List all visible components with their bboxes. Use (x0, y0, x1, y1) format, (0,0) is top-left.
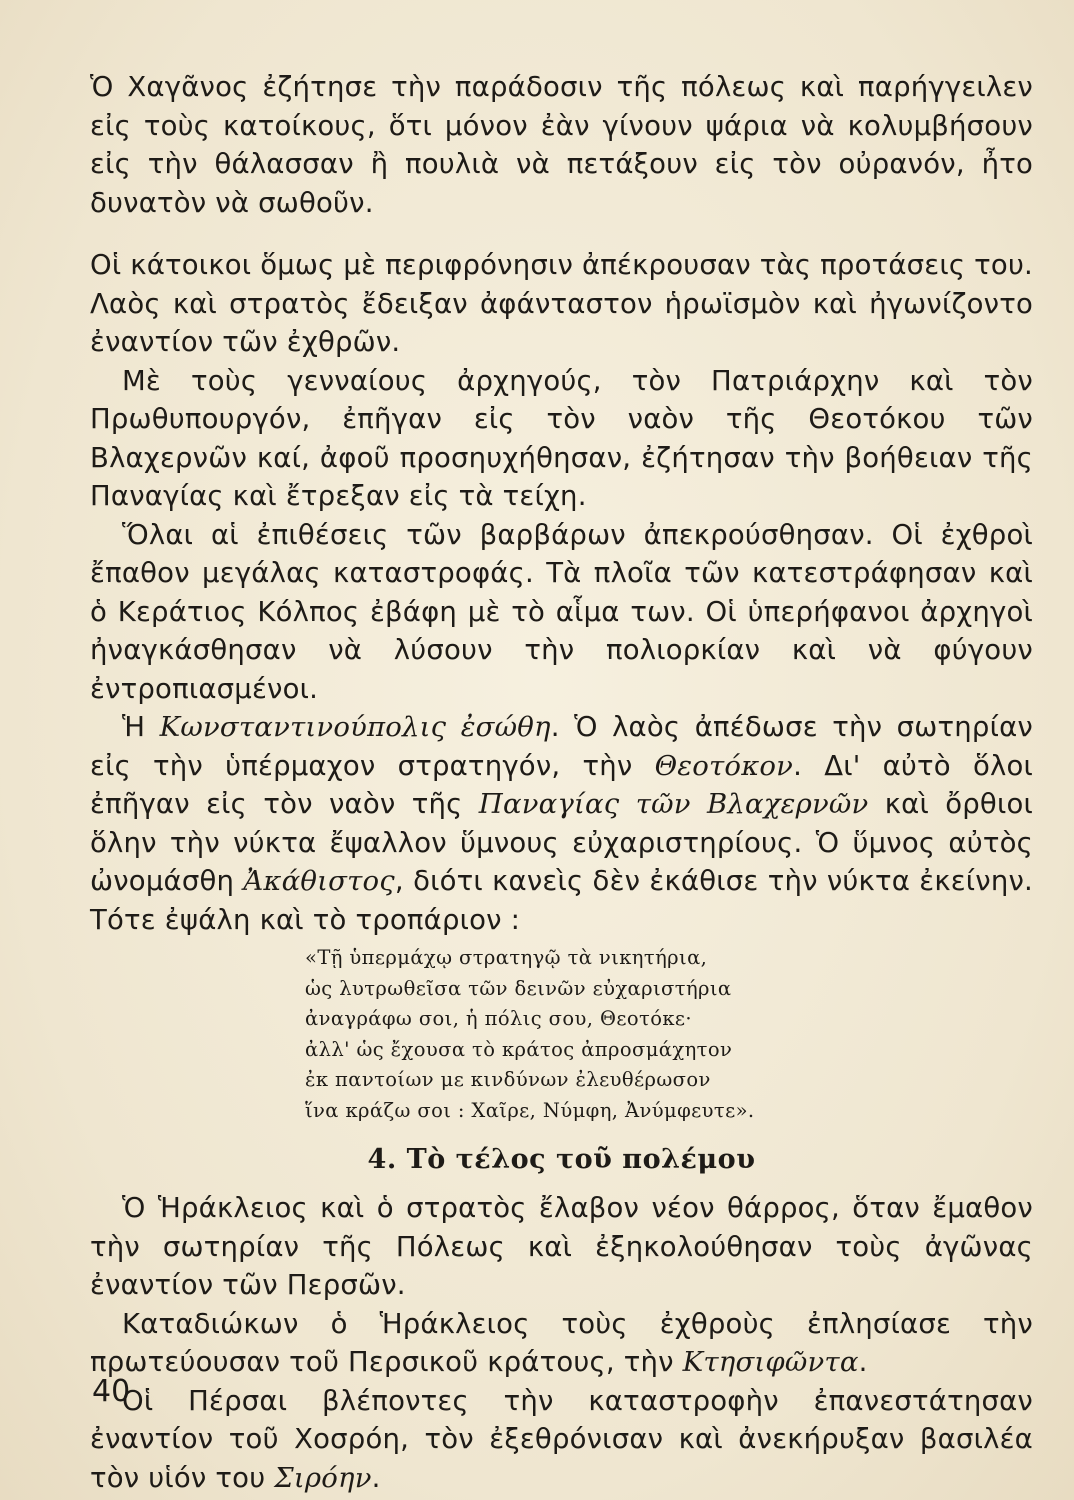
paragraph-5-text-g: καὶ ὄρθιοι ὅλην τὴν νύκτα ἔψαλλον ὕμνους εὐχαριστηρίους. Ὁ ὕμνος αὐτὸς ὠνομάσθη (90, 788, 1033, 897)
hymn-line: ἐκ παντοίων με κινδύνων ἐλευθέρωσον (305, 1068, 711, 1091)
paragraph-5-italic-theotokos: Θεοτόκον (654, 749, 794, 782)
paragraph-1: Ὁ Χαγᾶνος ἐζήτησε τὴν παράδοσιν τῆς πόλεως καὶ παρήγγειλεν εἰς τοὺς κατοίκους, ὅτι μόνον ἐὰν γίνουν ψάρια νὰ κολυμβήσουν εἰς τὴν θάλασσαν ἢ πουλιὰ νὰ πετάξουν εἰς τὸν οὐρανόν, ἦτο δυνατὸν νὰ σωθοῦν. (90, 71, 1033, 219)
hymn-line: ὡς λυτρωθεῖσα τῶν δεινῶν εὐχαριστήρια (305, 976, 732, 1000)
paragraph-8 (90, 1382, 1033, 1498)
hymn-line: ἀναγράφω σοι, ἡ πόλις σου, Θεοτόκε· (305, 1007, 693, 1030)
paragraph-8-text-c: . (371, 1461, 381, 1494)
section-title: 4. Τὸ τέλος τοῦ πολέμου (367, 1144, 756, 1175)
paragraph-8-text-a: Οἱ Πέρσαι βλέποντες τὴν καταστροφὴν ἐπανεστάτησαν ἐναντίον τοῦ Χοσρόη, τὸν ἐξεθρόνισαν καὶ ἀνεκήρυξαν βασιλέα τὸν υἱόν του (90, 1384, 1033, 1494)
paragraph-4: Ὅλαι αἱ ἐπιθέσεις τῶν βαρβάρων ἀπεκρούσθησαν. Οἱ ἐχθροὶ ἔπαθον μεγάλας καταστροφάς. Τὰ πλοῖα τῶν κατεστράφησαν καὶ ὁ Κεράτιος Κόλπος ἐβάφη μὲ τὸ αἷμα των. Οἱ ὑπερήφανοι ἀρχηγοὶ ἠναγκάσθησαν νὰ λύσουν τὴν πολιορκίαν καὶ νὰ φύγουν ἐντροπιασμένοι. (90, 518, 1033, 705)
page-content (90, 68, 1033, 1497)
paragraph-5-italic-akathistos: Ἀκάθιστος (243, 865, 395, 897)
hymn-line: ἀλλ' ὡς ἔχουσα τὸ κράτος ἀπροσμάχητον (305, 1037, 733, 1061)
page-number: 40 (92, 1374, 131, 1409)
paragraph-8-italic-siroes: Σιρόην (274, 1461, 372, 1494)
paragraph-5-text-e: . Δι' αὐτὸ ὅλοι ἐπῆγαν εἰς τὸν ναὸν τῆς (90, 749, 1034, 820)
paragraph-5 (90, 708, 1033, 939)
paragraph-5-text-a: Ἡ (122, 711, 160, 743)
hymn-block (305, 943, 1033, 1126)
paragraph-7 (90, 1305, 1033, 1382)
paragraph-5-italic-blachernae: Παναγίας τῶν Βλαχερνῶν (478, 788, 869, 820)
paragraph-3: Μὲ τοὺς γενναίους ἀρχηγούς, τὸν Πατριάρχην καὶ τὸν Πρωθυπουργόν, ἐπῆγαν εἰς τὸν ναὸν τῆς Θεοτόκου τῶν Βλαχερνῶν καί, ἀφοῦ προσηυχήθησαν, ἐζήτησαν τὴν βοήθειαν τῆς Παναγίας καὶ ἔτρεξαν εἰς τὰ τείχη. (90, 364, 1033, 512)
paragraph-6: Ὁ Ἡράκλειος καὶ ὁ στρατὸς ἔλαβον νέον θάρρος, ὅταν ἔμαθον τὴν σωτηρίαν τῆς Πόλεως καὶ ἐξηκολούθησαν τοὺς ἀγῶνας ἐναντίον τῶν Περσῶν. (90, 1192, 1033, 1301)
paragraph-5-text-c: . Ὁ λαὸς ἀπέδωσε τὴν σωτηρίαν εἰς τὴν ὑπέρμαχον στρατηγόν, τὴν (90, 711, 1033, 782)
paragraph-5-text-i: , διότι κανεὶς δὲν ἐκάθισε τὴν νύκτα ἐκείνην. Τότε ἐψάλη καὶ τὸ τροπάριον : (90, 865, 1033, 936)
hymn-line: «Τῇ ὑπερμάχῳ στρατηγῷ τὰ νικητήρια, (305, 946, 708, 969)
paragraph-2: Οἱ κάτοικοι ὅμως μὲ περιφρόνησιν ἀπέκρουσαν τὰς προτάσεις του. Λαὸς καὶ στρατὸς ἔδειξαν ἀφάνταστον ἡρωϊσμὸν καὶ ἠγωνίζοντο ἐναντίον τῶν ἐχθρῶν. (90, 249, 1033, 358)
paragraph-7-italic-ctesiphon: Κτησιφῶντα (682, 1346, 859, 1378)
paragraph-5-italic-constantinople: Κωνσταντινούπολις ἐσώθη (159, 711, 551, 743)
paragraph-7-text-a: Καταδιώκων ὁ Ἡράκλειος τοὺς ἐχθροὺς ἐπλησίασε τὴν πρωτεύουσαν τοῦ Περσικοῦ κράτους, τὴν (90, 1307, 1033, 1378)
paragraph-7-text-c: . (858, 1346, 868, 1378)
hymn-line: ἵνα κράζω σοι : Χαῖρε, Νύμφη, Ἀνύμφευτε». (305, 1098, 755, 1122)
